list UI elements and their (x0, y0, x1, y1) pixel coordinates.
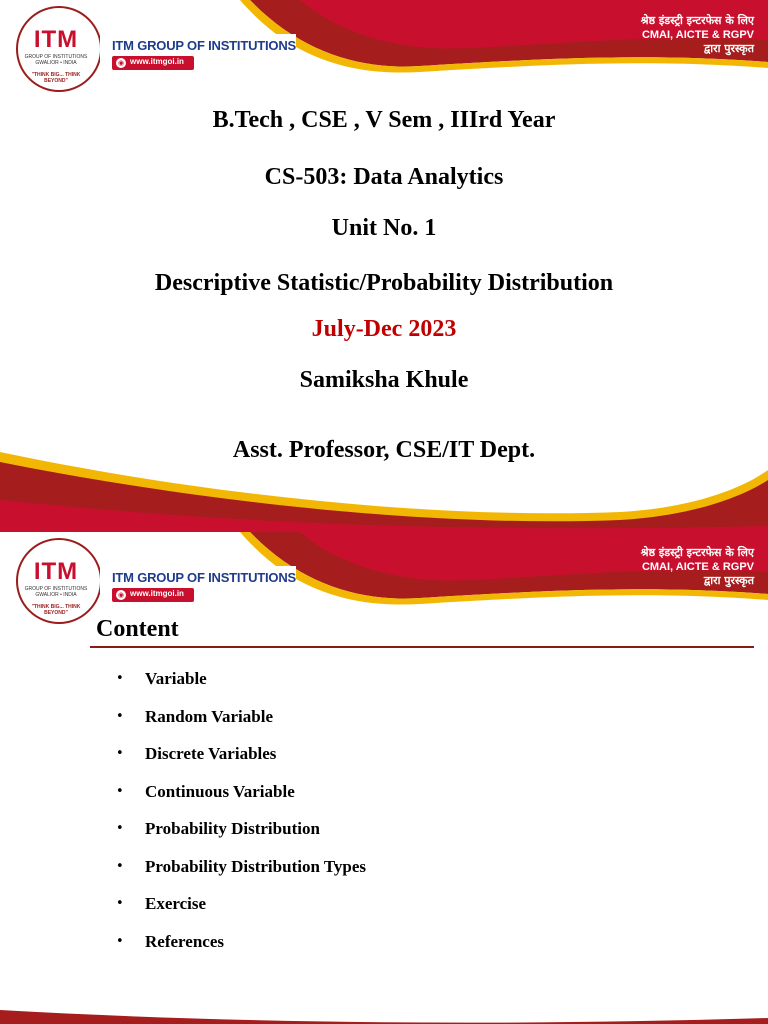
website-link[interactable]: www.itmgoi.in (130, 57, 184, 66)
itm-logo (8, 4, 308, 100)
bullet-icon: • (116, 783, 124, 799)
list-item-label: Random Variable (145, 706, 273, 726)
list-item-label: Exercise (145, 894, 207, 913)
subject-line: CS-503: Data Analytics (264, 164, 504, 190)
content-title: Content (96, 616, 179, 642)
award-badge: श्रेष्ठ इंडस्ट्री इन्टरफेस के लिए CMAI, AICTE & RGPV द्वारा पुरस्कृत (640, 14, 754, 55)
unit-line: Unit No. 1 (331, 215, 437, 241)
bullet-icon: • (116, 671, 124, 686)
bullet-icon: • (116, 821, 124, 836)
list-item-label: Continuous Variable (145, 781, 295, 801)
list-item-label: Discrete Variables (145, 744, 277, 763)
list-item (116, 781, 366, 819)
title-divider (90, 646, 754, 648)
bullet-icon: • (116, 708, 124, 724)
presenter-name: Samiksha Khule (299, 367, 469, 393)
logo-mark: ITM (33, 558, 79, 585)
bullet-icon: • (116, 933, 124, 949)
list-item (116, 856, 366, 894)
content-slide (0, 532, 768, 1024)
list-item (116, 818, 366, 856)
group-name: ITM GROUP OF INSTITUTIONS (112, 38, 296, 53)
globe-icon: ◉ (117, 59, 125, 67)
list-item (116, 668, 366, 706)
award-badge: श्रेष्ठ इंडस्ट्री इन्टरफेस के लिए CMAI, AICTE & RGPV द्वारा पुरस्कृत (640, 546, 754, 587)
presenter-designation: Asst. Professor, CSE/IT Dept. (232, 437, 536, 463)
session-line: July-Dec 2023 (311, 316, 457, 342)
bullet-icon: • (116, 858, 124, 874)
globe-icon: ◉ (117, 591, 125, 599)
logo-tagline: "THINK BIG... THINK BEYOND" (31, 604, 81, 616)
logo-subtext: GROUP OF INSTITUTIONS GWALIOR • INDIA (24, 54, 88, 66)
content-list (116, 668, 366, 968)
list-item-label: Probability Distribution (145, 819, 320, 838)
bullet-icon: • (116, 746, 124, 761)
website-link[interactable]: www.itmgoi.in (130, 589, 184, 598)
course-line: B.Tech , CSE , V Sem , IIIrd Year (212, 107, 556, 133)
list-item (116, 743, 366, 781)
topic-line: Descriptive Statistic/Probability Distribution (154, 270, 614, 296)
list-item-label: References (145, 931, 224, 951)
list-item (116, 893, 366, 931)
group-name: ITM GROUP OF INSTITUTIONS (112, 570, 296, 585)
bullet-icon: • (116, 896, 124, 911)
logo-mark: ITM (33, 26, 79, 53)
list-item-label: Probability Distribution Types (145, 856, 367, 876)
logo-subtext: GROUP OF INSTITUTIONS GWALIOR • INDIA (24, 586, 88, 598)
logo-tagline: "THINK BIG... THINK BEYOND" (31, 72, 81, 84)
list-item-label: Variable (145, 669, 207, 688)
list-item (116, 706, 366, 744)
list-item (116, 931, 366, 969)
